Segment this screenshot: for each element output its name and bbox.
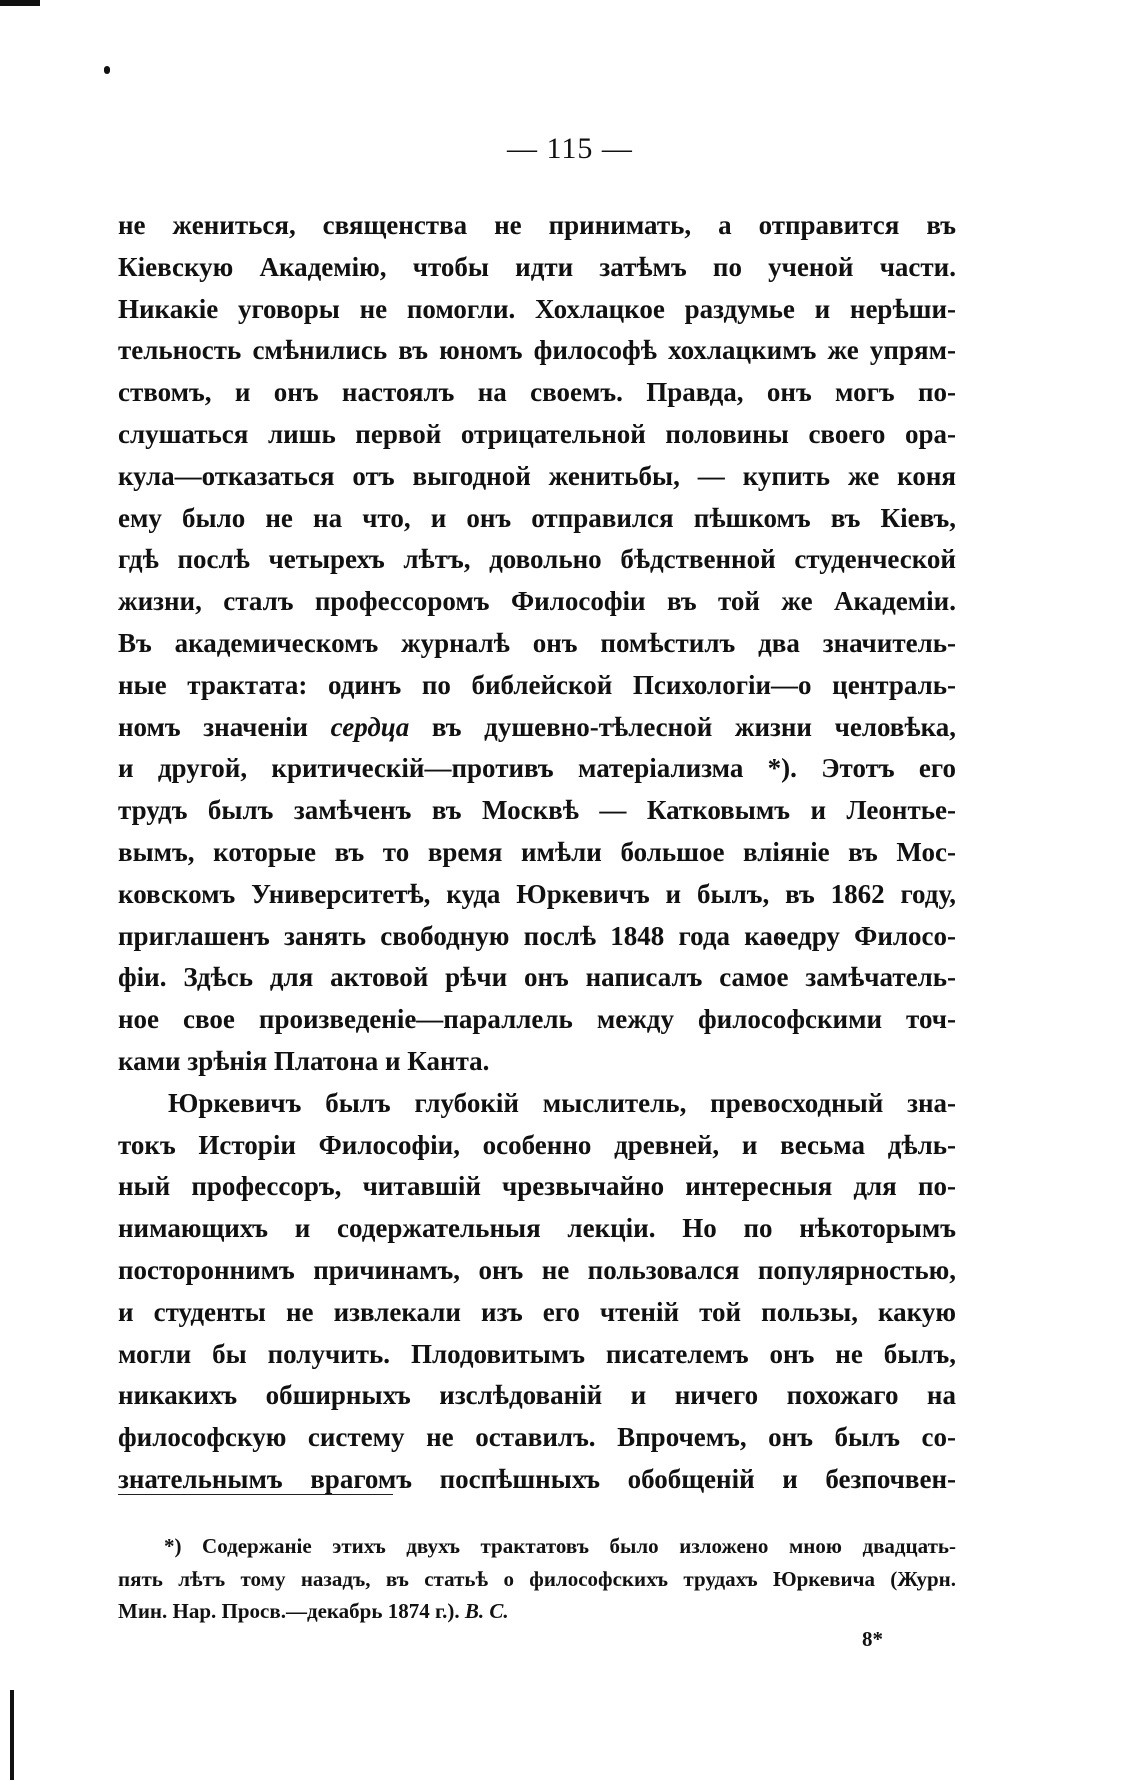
text-line: Никакіе уговоры не помогли. Хохлацкое раздумье и нерѣши- (118, 293, 956, 324)
text-line: ствомъ, и онъ настоялъ на своемъ. Правда, онъ могъ по- (118, 377, 956, 408)
text-line: ками зрѣнія Платона и Канта. (118, 1045, 490, 1076)
text-line: трудъ былъ замѣченъ въ Москвѣ — Катковымъ и Леонтье- (118, 795, 956, 826)
printer-signature-mark: 8* (862, 1627, 883, 1651)
text-line: вымъ, которые въ то время имѣли большое вліяніе въ Мос- (118, 836, 956, 867)
text-line (118, 707, 956, 749)
footnote-line: пять лѣтъ тому назадъ, въ статьѣ о философскихъ трудахъ Юркевича (Журн. (118, 1566, 956, 1591)
text-line: ему было не на что, и онъ отправился пѣшкомъ въ Кіевъ, (118, 502, 956, 533)
text-line: Юркевичъ былъ глубокій мыслитель, превосходный зна- (168, 1087, 956, 1118)
text-line: жизни, сталъ профессоромъ Философіи въ той же Академіи. (118, 586, 956, 617)
text-line: никакихъ обширныхъ изслѣдованій и ничего похожаго на (118, 1380, 956, 1411)
scan-edge-mark-top (0, 0, 40, 6)
footnote-segment: Мин. Нар. Просв.—декабрь 1874 г.). (118, 1599, 465, 1623)
footnote-line (118, 1595, 956, 1628)
main-text (118, 205, 956, 1501)
text-line: приглашенъ занять свободную послѣ 1848 года каѳедру Филосо- (118, 920, 956, 951)
page-number: — 115 — (507, 132, 633, 165)
text-line: Кіевскую Академію, чтобы идти затѣмъ по ученой части. (118, 251, 956, 282)
text-line: и другой, критическій—противъ матеріализма *). Этотъ его (118, 753, 956, 784)
text-segment: номъ значеніи (118, 711, 331, 742)
text-segment: въ душевно-тѣлесной жизни человѣка, (409, 711, 956, 742)
text-line: философскую систему не оставилъ. Впрочемъ, онъ былъ со- (118, 1422, 956, 1453)
footnote (118, 1530, 956, 1628)
scan-dot-top-left (104, 66, 110, 74)
text-line: тельность смѣнились въ юномъ философѣ хохлацкимъ же упрям- (118, 335, 956, 366)
italic-emphasis: сердца (330, 711, 410, 742)
text-line: ный профессоръ, читавшій чрезвычайно интересныя для по- (118, 1171, 956, 1202)
text-line: ковскомъ Университетѣ, куда Юркевичъ и былъ, въ 1862 году, (118, 878, 956, 909)
text-line: и студенты не извлекали изъ его чтеній той пользы, какую (118, 1296, 956, 1327)
text-line: Въ академическомъ журналѣ онъ помѣстилъ два значитель- (118, 627, 956, 658)
text-line: знательнымъ врагомъ поспѣшныхъ обобщеній и безпочвен- (118, 1463, 956, 1494)
text-line: постороннимъ причинамъ, онъ не пользовался популярностью, (118, 1254, 956, 1285)
text-line: кула—отказаться отъ выгодной женитьбы, — купить же коня (118, 460, 956, 491)
text-line: ные трактата: одинъ по библейской Психологіи—о централь- (118, 669, 956, 700)
footnote-line: *) Содержаніе этихъ двухъ трактатовъ было изложено мною двадцать- (164, 1534, 956, 1558)
text-line: фіи. Здѣсь для актовой рѣчи онъ написалъ самое замѣчатель- (118, 962, 956, 993)
footnote-author-initials: В. С. (464, 1599, 509, 1623)
text-line: могли бы получить. Плодовитымъ писателемъ онъ не былъ, (118, 1338, 956, 1369)
scan-edge-mark-bottom (10, 1690, 14, 1780)
text-line: слушаться лишь первой отрицательной половины своего ора- (118, 418, 956, 449)
footnote-divider (118, 1494, 393, 1495)
text-line: не жениться, священства не принимать, а отправится въ (118, 210, 956, 240)
text-line: гдѣ послѣ четырехъ лѣтъ, довольно бѣдственной студенческой (118, 544, 956, 575)
text-line: токъ Исторіи Философіи, особенно древней, и весьма дѣль- (118, 1129, 956, 1160)
text-line: нимающихъ и содержательныя лекціи. Но по нѣкоторымъ (118, 1213, 956, 1244)
text-line: ное свое произведеніе—параллель между философскими точ- (118, 1004, 956, 1035)
